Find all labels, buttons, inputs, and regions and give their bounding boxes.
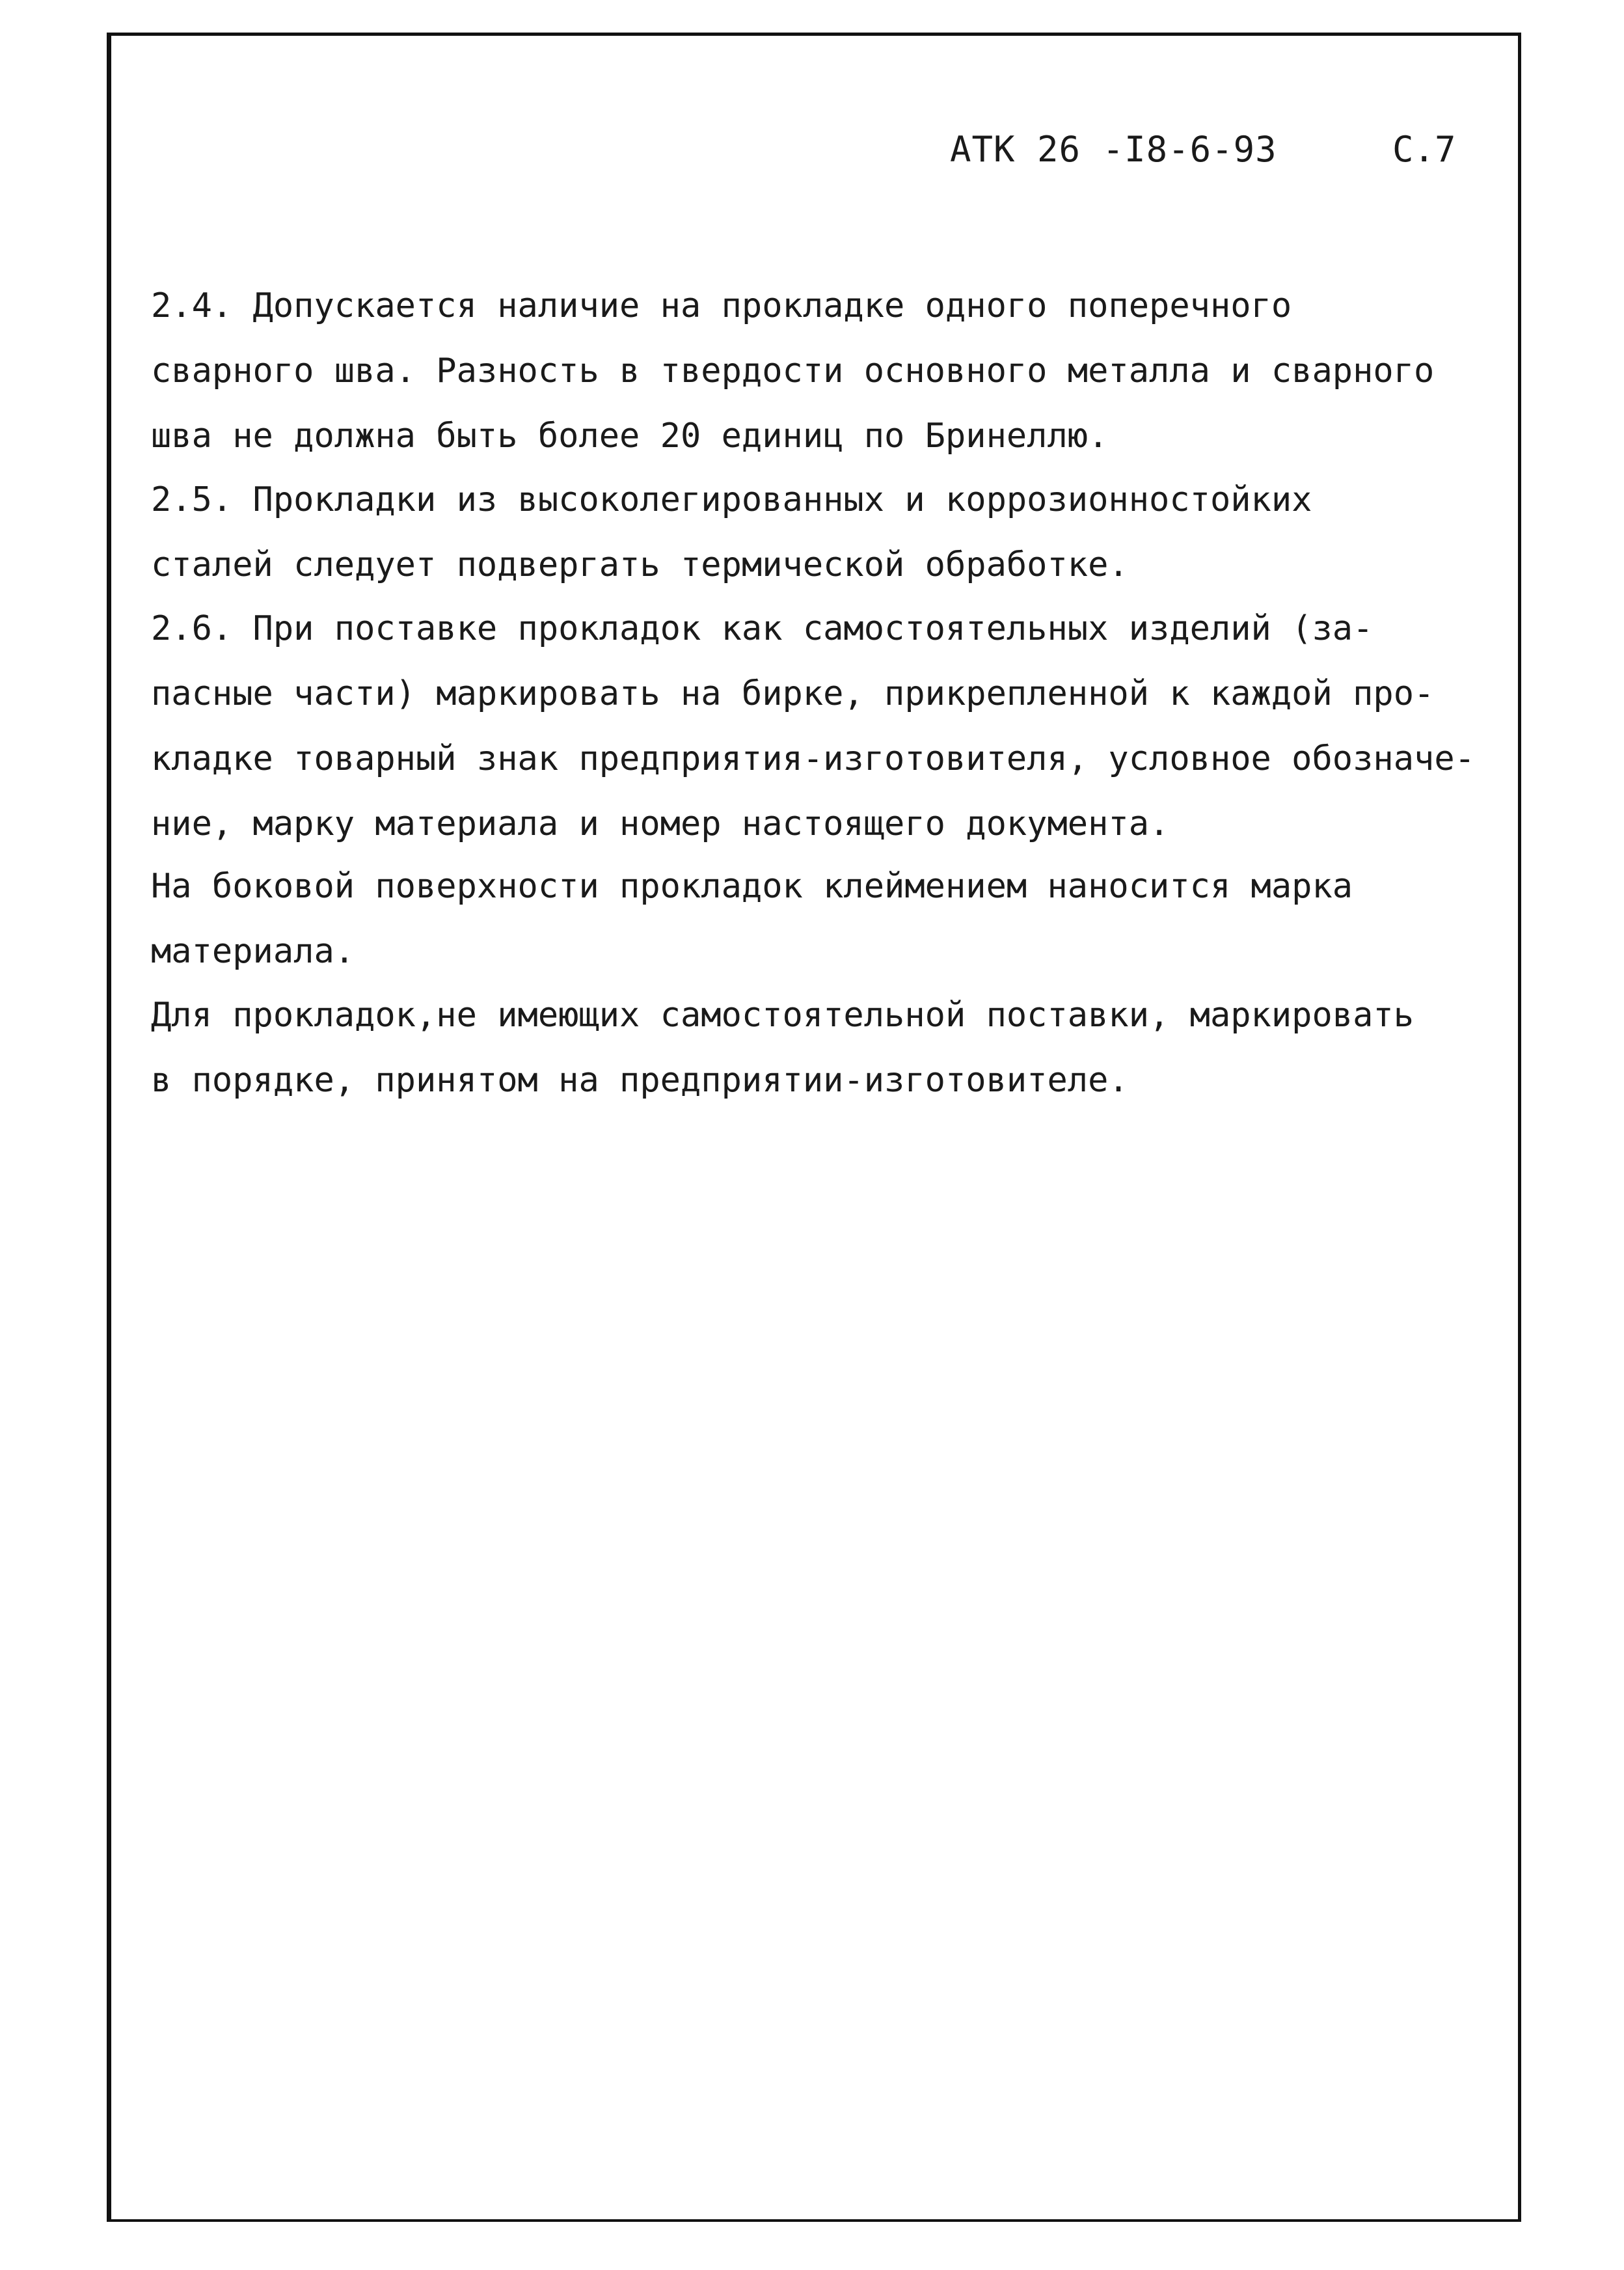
paragraph-no-separate-supply: Для прокладок,не имеющих самостоятельной поставки, маркировать в порядке, принятом на предприятии-изготовителе. [151,996,1414,1100]
paragraph-2-4: 2.4. Допускается наличие на прокладке одного поперечного сварного шва. Разность в твердости основного металла и сварного шва не должна быть более 20 единиц по Бринеллю. [151,286,1435,456]
document-code: АТК 26 -I8-6-93 [950,129,1277,170]
paragraph-side-marking: На боковой поверхности прокладок клеймением наносится марка материала. [151,867,1353,971]
paragraph-2-5: 2.5. Прокладки из высоколегированных и коррозионностойких сталей следует подвергать термической обработке. [151,480,1312,584]
page-number: С.7 [1392,129,1456,170]
paragraph-2-6: 2.6. При поставке прокладок как самостоятельных изделий (за- пасные части) маркировать на бирке, прикрепленной к каждой про- кладке товарный знак предприятия-изготовителя, условное обозначе- ние, марку материала и номер настоящего документа. [151,609,1475,843]
